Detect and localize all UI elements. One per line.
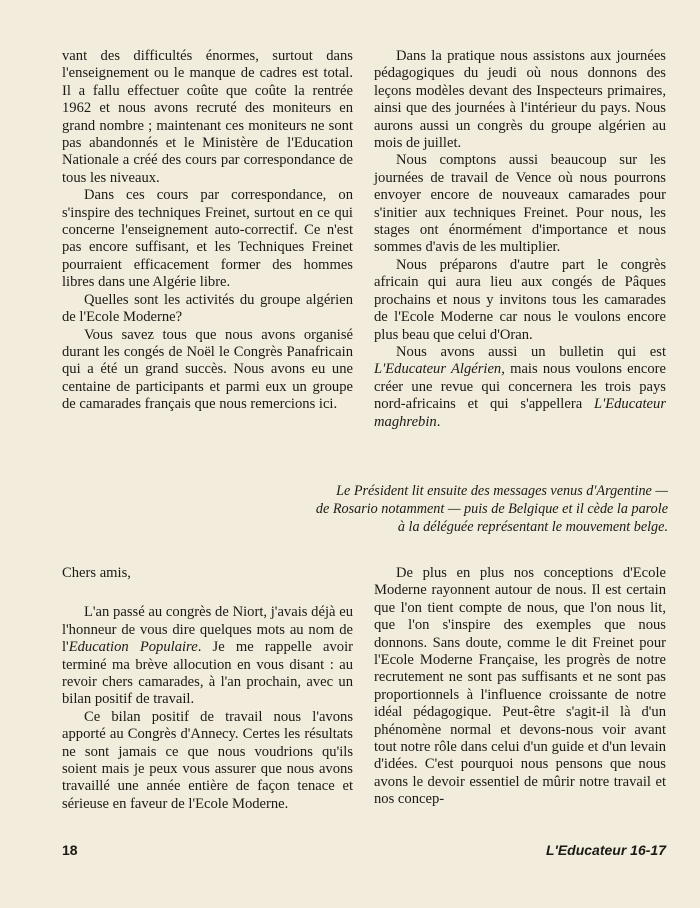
greeting: Chers amis, (62, 565, 131, 581)
paragraph (374, 344, 666, 431)
paragraph (62, 604, 353, 708)
paragraph: Ce bilan positif de travail nous l'avons apporté au Congrès d'Annecy. Certes les résultats ne sont jamais ce que nous voudrions qu'ils soient mais je peux vous assurer que nous avons travaillé une année entière de façon tenace et sérieuse en faveur de l'Ecole Moderne. (62, 708, 353, 812)
column-top-left (62, 48, 353, 414)
journal-title: L'Educateur 16-17 (545, 842, 666, 858)
paragraph: Vous savez tous que nous avons organisé durant les congés de Noël le Congrès Panafricain qui a été un grand succès. Nous avons eu une centaine de participants et parmi eux un groupe de camarades français que nous remercions ici. (62, 326, 353, 413)
column-top-right (374, 48, 666, 431)
text-run: , mais nous voulons encore créer une revue qui concernera les trois pays nord-africains et qui s'appellera (374, 361, 666, 413)
text-run: L'an passé au congrès de Niort, j'avais déjà eu l'honneur de vous dire quelques mots au nom de l' (62, 604, 353, 656)
note-line: Le Président lit ensuite des messages venus d'Argentine — (336, 483, 668, 499)
page-number: 18 (62, 842, 78, 858)
paragraph: Dans ces cours par correspondance, on s'inspire des techniques Freinet, surtout en ce qui concerne l'enseignement auto-correctif. Ce n'est pas encore suffisant, et les Techniques Freinet pourraient efficacement former des hommes libres dans une Algérie libre. (62, 187, 353, 291)
paragraph: Nous préparons d'autre part le congrès africain qui aura lieu aux congés de Pâques prochains et nous y invitons tous les camarades de l'Ecole Moderne car nous le voulons encore plus beau que celui d'Oran. (374, 256, 666, 343)
publication-title: Education Populaire (68, 639, 198, 656)
column-bottom-left (62, 565, 353, 813)
editorial-note (200, 482, 668, 536)
paragraph: Quelles sont les activités du groupe algérien de l'Ecole Moderne? (62, 291, 353, 326)
paragraph: Nous comptons aussi beaucoup sur les journées de travail de Vence où nous pourrons envoyer encore de nouveaux camarades pour s'initier aux techniques Freinet. Pour nous, les stages ont énormément d'importance et nous sommes d'avis de les multiplier. (374, 152, 666, 256)
paragraph: Dans la pratique nous assistons aux journées pédagogiques du jeudi où nous donnons des leçons modèles devant des Inspecteurs primaires, ainsi que des journées à l'intérieur du pays. Nous aurons aussi un congrès du groupe algérien au mois de juillet. (374, 48, 666, 152)
note-line: de Rosario notamment — puis de Belgique et il cède la parole (315, 501, 668, 517)
paragraph: De plus en plus nos conceptions d'Ecole Moderne rayonnent autour de nous. Il est certain que l'on tient compte de nous, que l'on nous lit, que l'on s'inspire des exemples que nous donnons. Sans doute, comme le dit Freinet pour l'Ecole Moderne Française, les progrès de notre recrutement ne sont pas suffisants et ne sont pas proportionnels à l'influence croissante de notre idéal pédagogique. Peut-être s'agit-il là d'un phénomène normal et devons-nous voir avant tout notre rôle dans celui d'un guide et d'un levain d'idées. C'est pourquoi nous pensons que nous avons le devoir essentiel de mûrir notre travail et nos concep- (374, 565, 666, 808)
text-run: . (436, 413, 441, 430)
paragraph: vant des difficultés énormes, surtout dans l'enseignement ou le manque de cadres est total. Il a fallu effectuer coûte que coûte la rentrée 1962 et nous avons recruté des moniteurs en grand nombre ; maintenant ces moniteurs ne sont pas abandonnés et le Ministère de l'Education Nationale a créé des cours par correspondance de tous les niveaux. (62, 48, 353, 186)
column-bottom-right (374, 565, 666, 809)
text-run: Nous avons aussi un bulletin qui est (396, 343, 666, 360)
publication-title: L'Educateur maghrebin (374, 396, 666, 430)
text-run: . Je me rappelle avoir terminé ma brève allocution en vous disant : au revoir chers camarades, à l'an prochain, avec un bilan positif de travail. (62, 639, 353, 708)
note-line: à la déléguée représentant le mouvement belge. (397, 519, 668, 535)
publication-title: L'Educateur Algérien (374, 361, 502, 378)
